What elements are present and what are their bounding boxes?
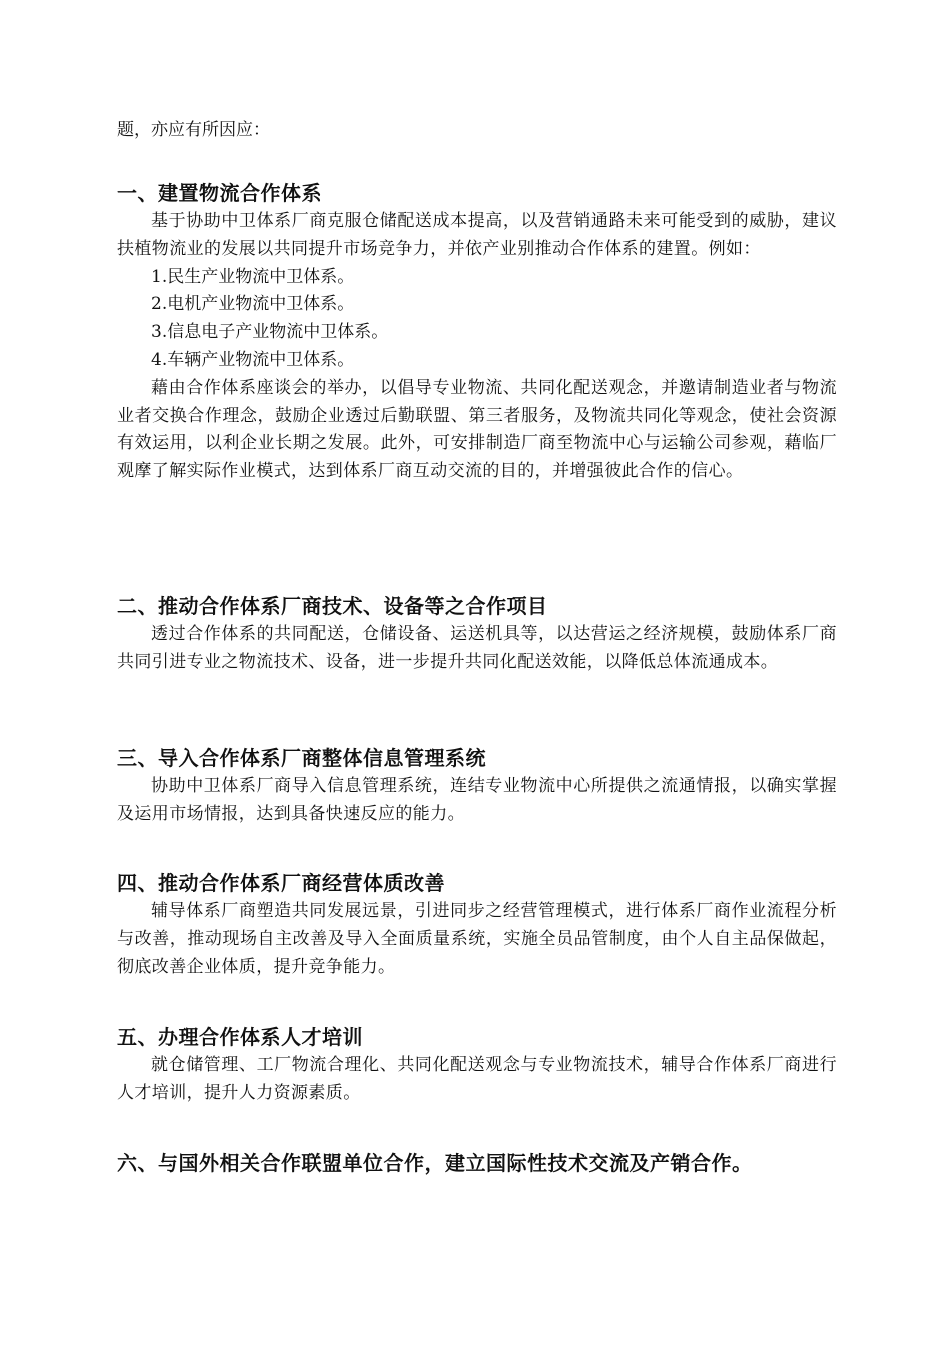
section-paragraph: 藉由合作体系座谈会的举办，以倡导专业物流、共同化配送观念，并邀请制造业者与物流业者交换合作理念，鼓励企业透过后勤联盟、第三者服务，及物流共同化等观念，使社会资源有效运用，以利企业长期之发展。此外，可安排制造厂商至物流中心与运输公司参观，藉临厂观摩了解实际作业模式，达到体系厂商互动交流的目的，并增强彼此合作的信心。 bbox=[117, 377, 837, 482]
section-international-cooperation bbox=[117, 1148, 837, 1178]
section-talent-training bbox=[117, 1022, 837, 1108]
section-heading: 五、办理合作体系人才培训 bbox=[117, 1025, 363, 1049]
section-technology-equipment bbox=[117, 591, 837, 677]
section-paragraph: 辅导体系厂商塑造共同发展远景，引进同步之经营管理模式，进行体系厂商作业流程分析与改善，推动现场自主改善及导入全面质量系统，实施全员品管制度，由个人自主品保做起，彻底改善企业体质，提升竞争能力。 bbox=[117, 901, 837, 977]
intro-line: 题，亦应有所因应： bbox=[117, 120, 270, 140]
list-item: 4.车辆产业物流中卫体系。 bbox=[151, 349, 355, 370]
section-operations-improvement bbox=[117, 868, 837, 981]
section-heading: 一、建置物流合作体系 bbox=[117, 181, 322, 205]
section-paragraph: 协助中卫体系厂商导入信息管理系统，连结专业物流中心所提供之流通情报，以确实掌握及运用市场情报，达到具备快速反应的能力。 bbox=[117, 776, 837, 824]
list-item: 1.民生产业物流中卫体系。 bbox=[151, 266, 355, 287]
section-heading: 四、推动合作体系厂商经营体质改善 bbox=[117, 871, 445, 895]
section-heading: 三、导入合作体系厂商整体信息管理系统 bbox=[117, 746, 486, 770]
list-item: 2.电机产业物流中卫体系。 bbox=[151, 294, 355, 315]
section-paragraph: 就仓储管理、工厂物流合理化、共同化配送观念与专业物流技术，辅导合作体系厂商进行人才培训，提升人力资源素质。 bbox=[117, 1055, 837, 1103]
list-item: 3.信息电子产业物流中卫体系。 bbox=[151, 322, 389, 343]
section-paragraph: 透过合作体系的共同配送，仓储设备、运送机具等，以达营运之经济规模，鼓励体系厂商共同引进专业之物流技术、设备，进一步提升共同化配送效能，以降低总体流通成本。 bbox=[117, 624, 837, 672]
section-paragraph: 基于协助中卫体系厂商克服仓储配送成本提高，以及营销通路未来可能受到的威胁，建议扶植物流业的发展以共同提升市场竞争力，并依产业别推动合作体系的建置。例如： bbox=[117, 211, 837, 259]
section-logistics-cooperation bbox=[117, 178, 837, 486]
section-heading: 二、推动合作体系厂商技术、设备等之合作项目 bbox=[117, 594, 548, 618]
section-information-system bbox=[117, 743, 837, 829]
section-heading: 六、与国外相关合作联盟单位合作，建立国际性技术交流及产销合作。 bbox=[117, 1151, 753, 1175]
